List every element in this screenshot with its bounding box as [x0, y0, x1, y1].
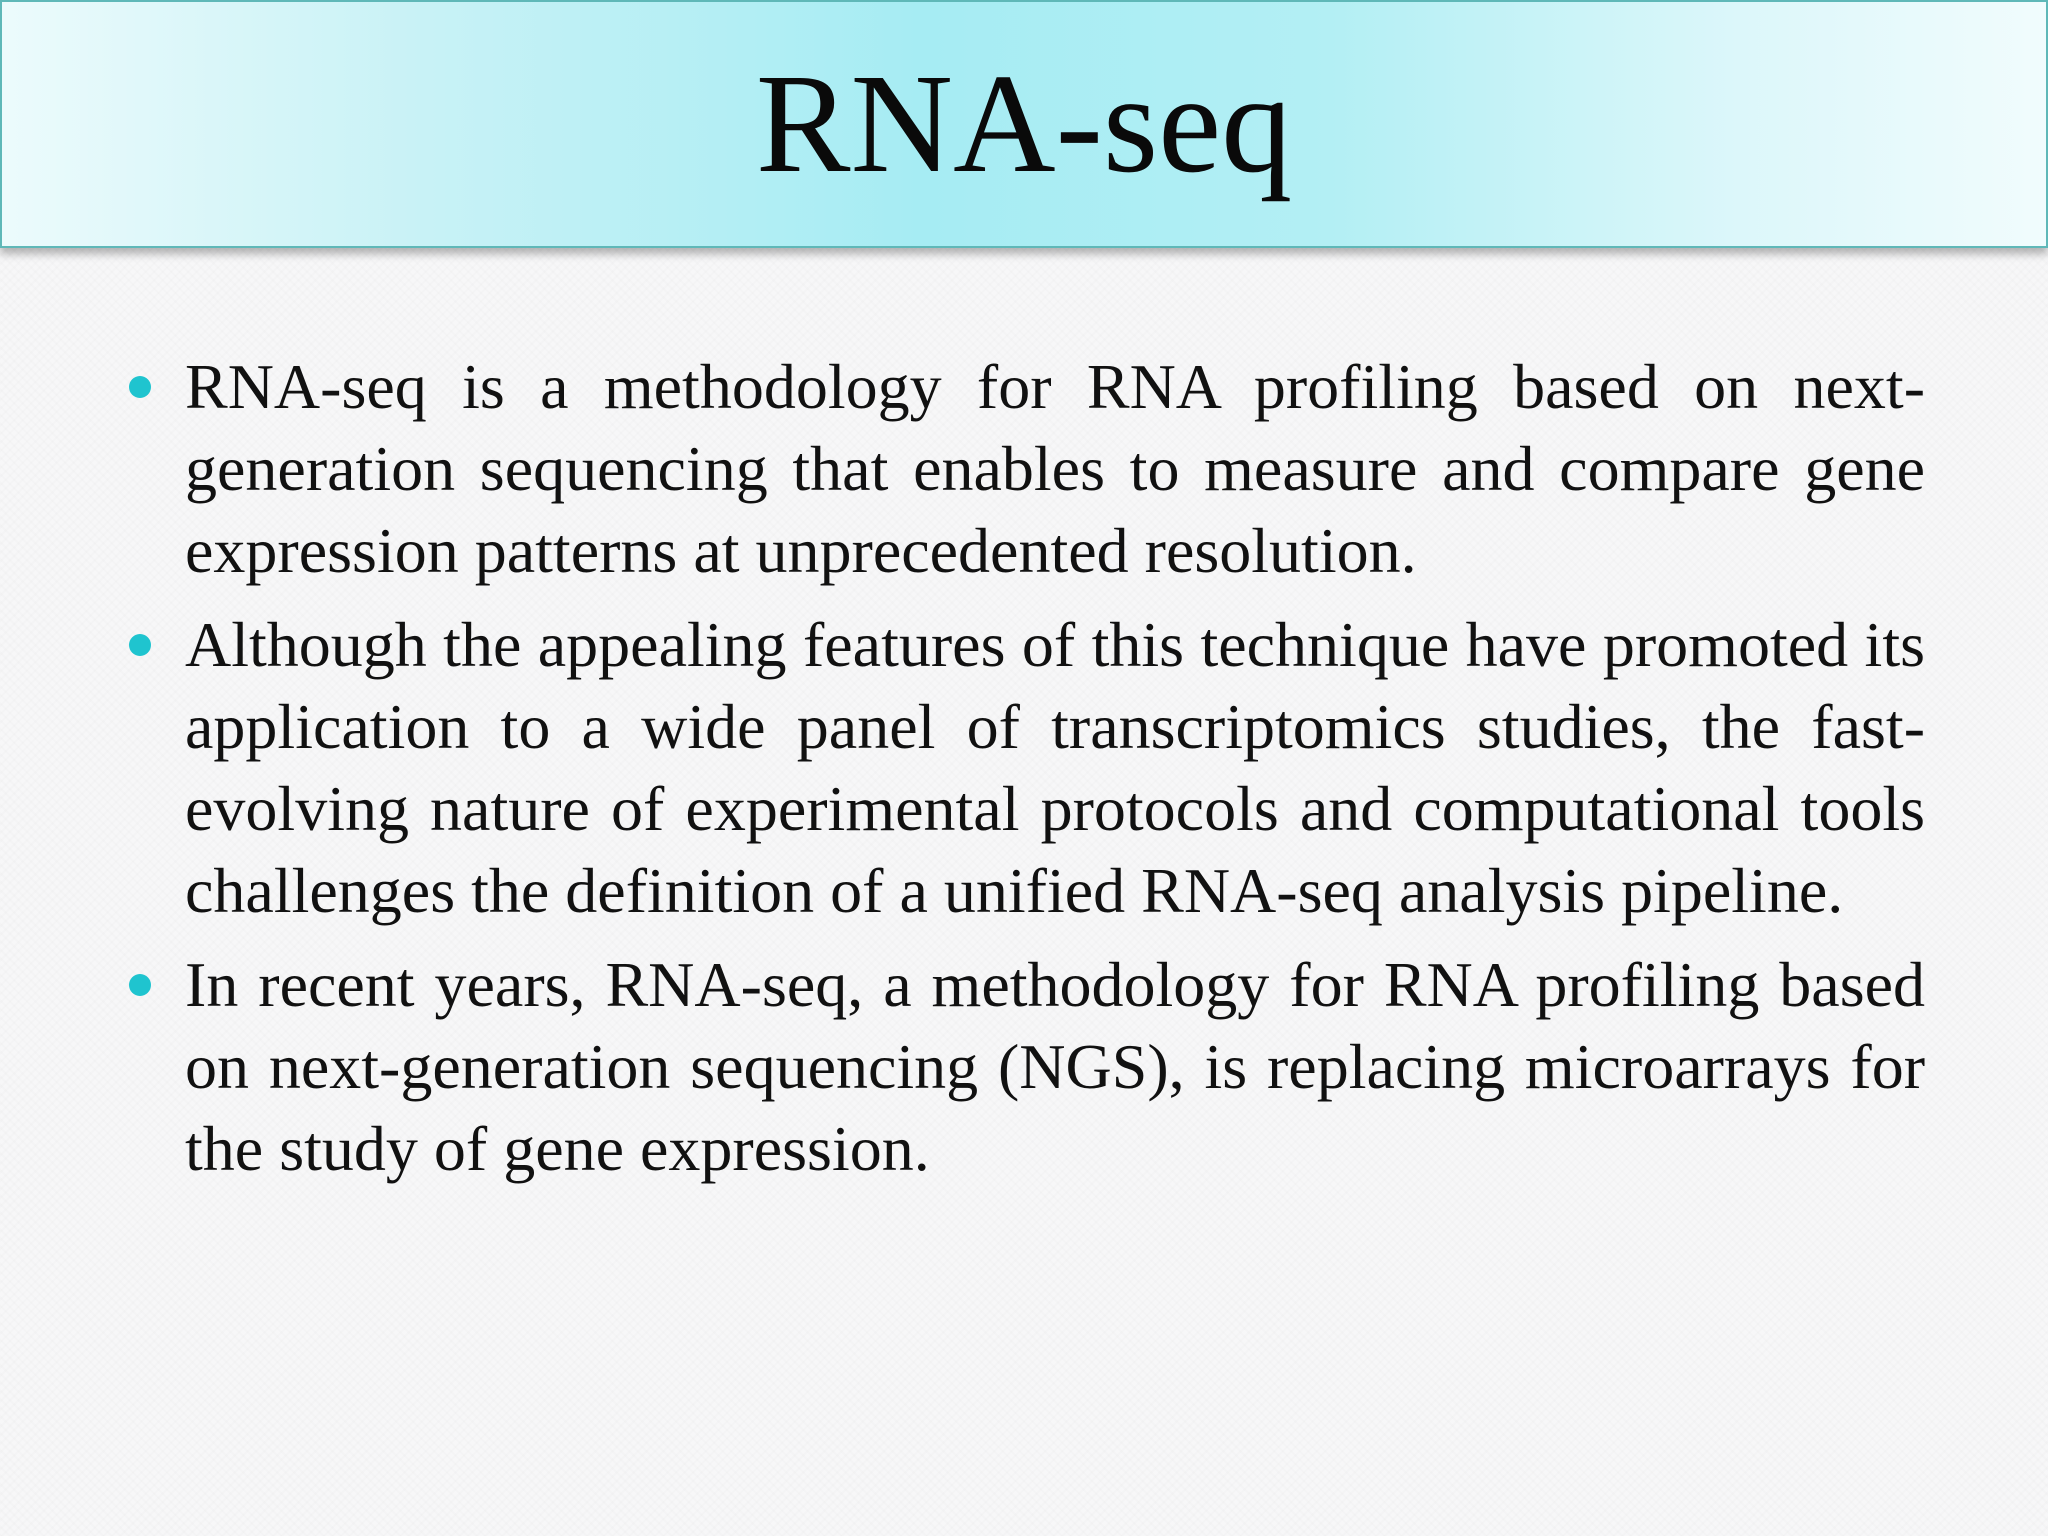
bullet-text: Although the appealing features of this technique have promoted its application to a wide panel of transcriptomics studies, the fast-evolving nature of experimental protocols and computational tools challenges the definition of a unified RNA-seq analysis pipeline.	[185, 609, 1925, 926]
bullet-text: RNA-seq is a methodology for RNA profiling based on next-generation sequencing that enables to measure and compare gene expression patterns at unprecedented resolution.	[185, 351, 1925, 586]
title-banner	[0, 0, 2048, 248]
bullet-item	[125, 346, 1925, 592]
bullet-dot-icon	[129, 974, 151, 996]
bullet-dot-icon	[129, 634, 151, 656]
bullet-dot-icon	[129, 376, 151, 398]
slide-content	[125, 346, 1925, 1202]
bullet-list	[125, 346, 1925, 1190]
bullet-item	[125, 604, 1925, 932]
bullet-item	[125, 944, 1925, 1190]
slide-title: RNA-seq	[755, 44, 1293, 202]
bullet-text: In recent years, RNA-seq, a methodology for RNA profiling based on next-generation sequencing (NGS), is replacing microarrays for the study of gene expression.	[185, 949, 1925, 1184]
